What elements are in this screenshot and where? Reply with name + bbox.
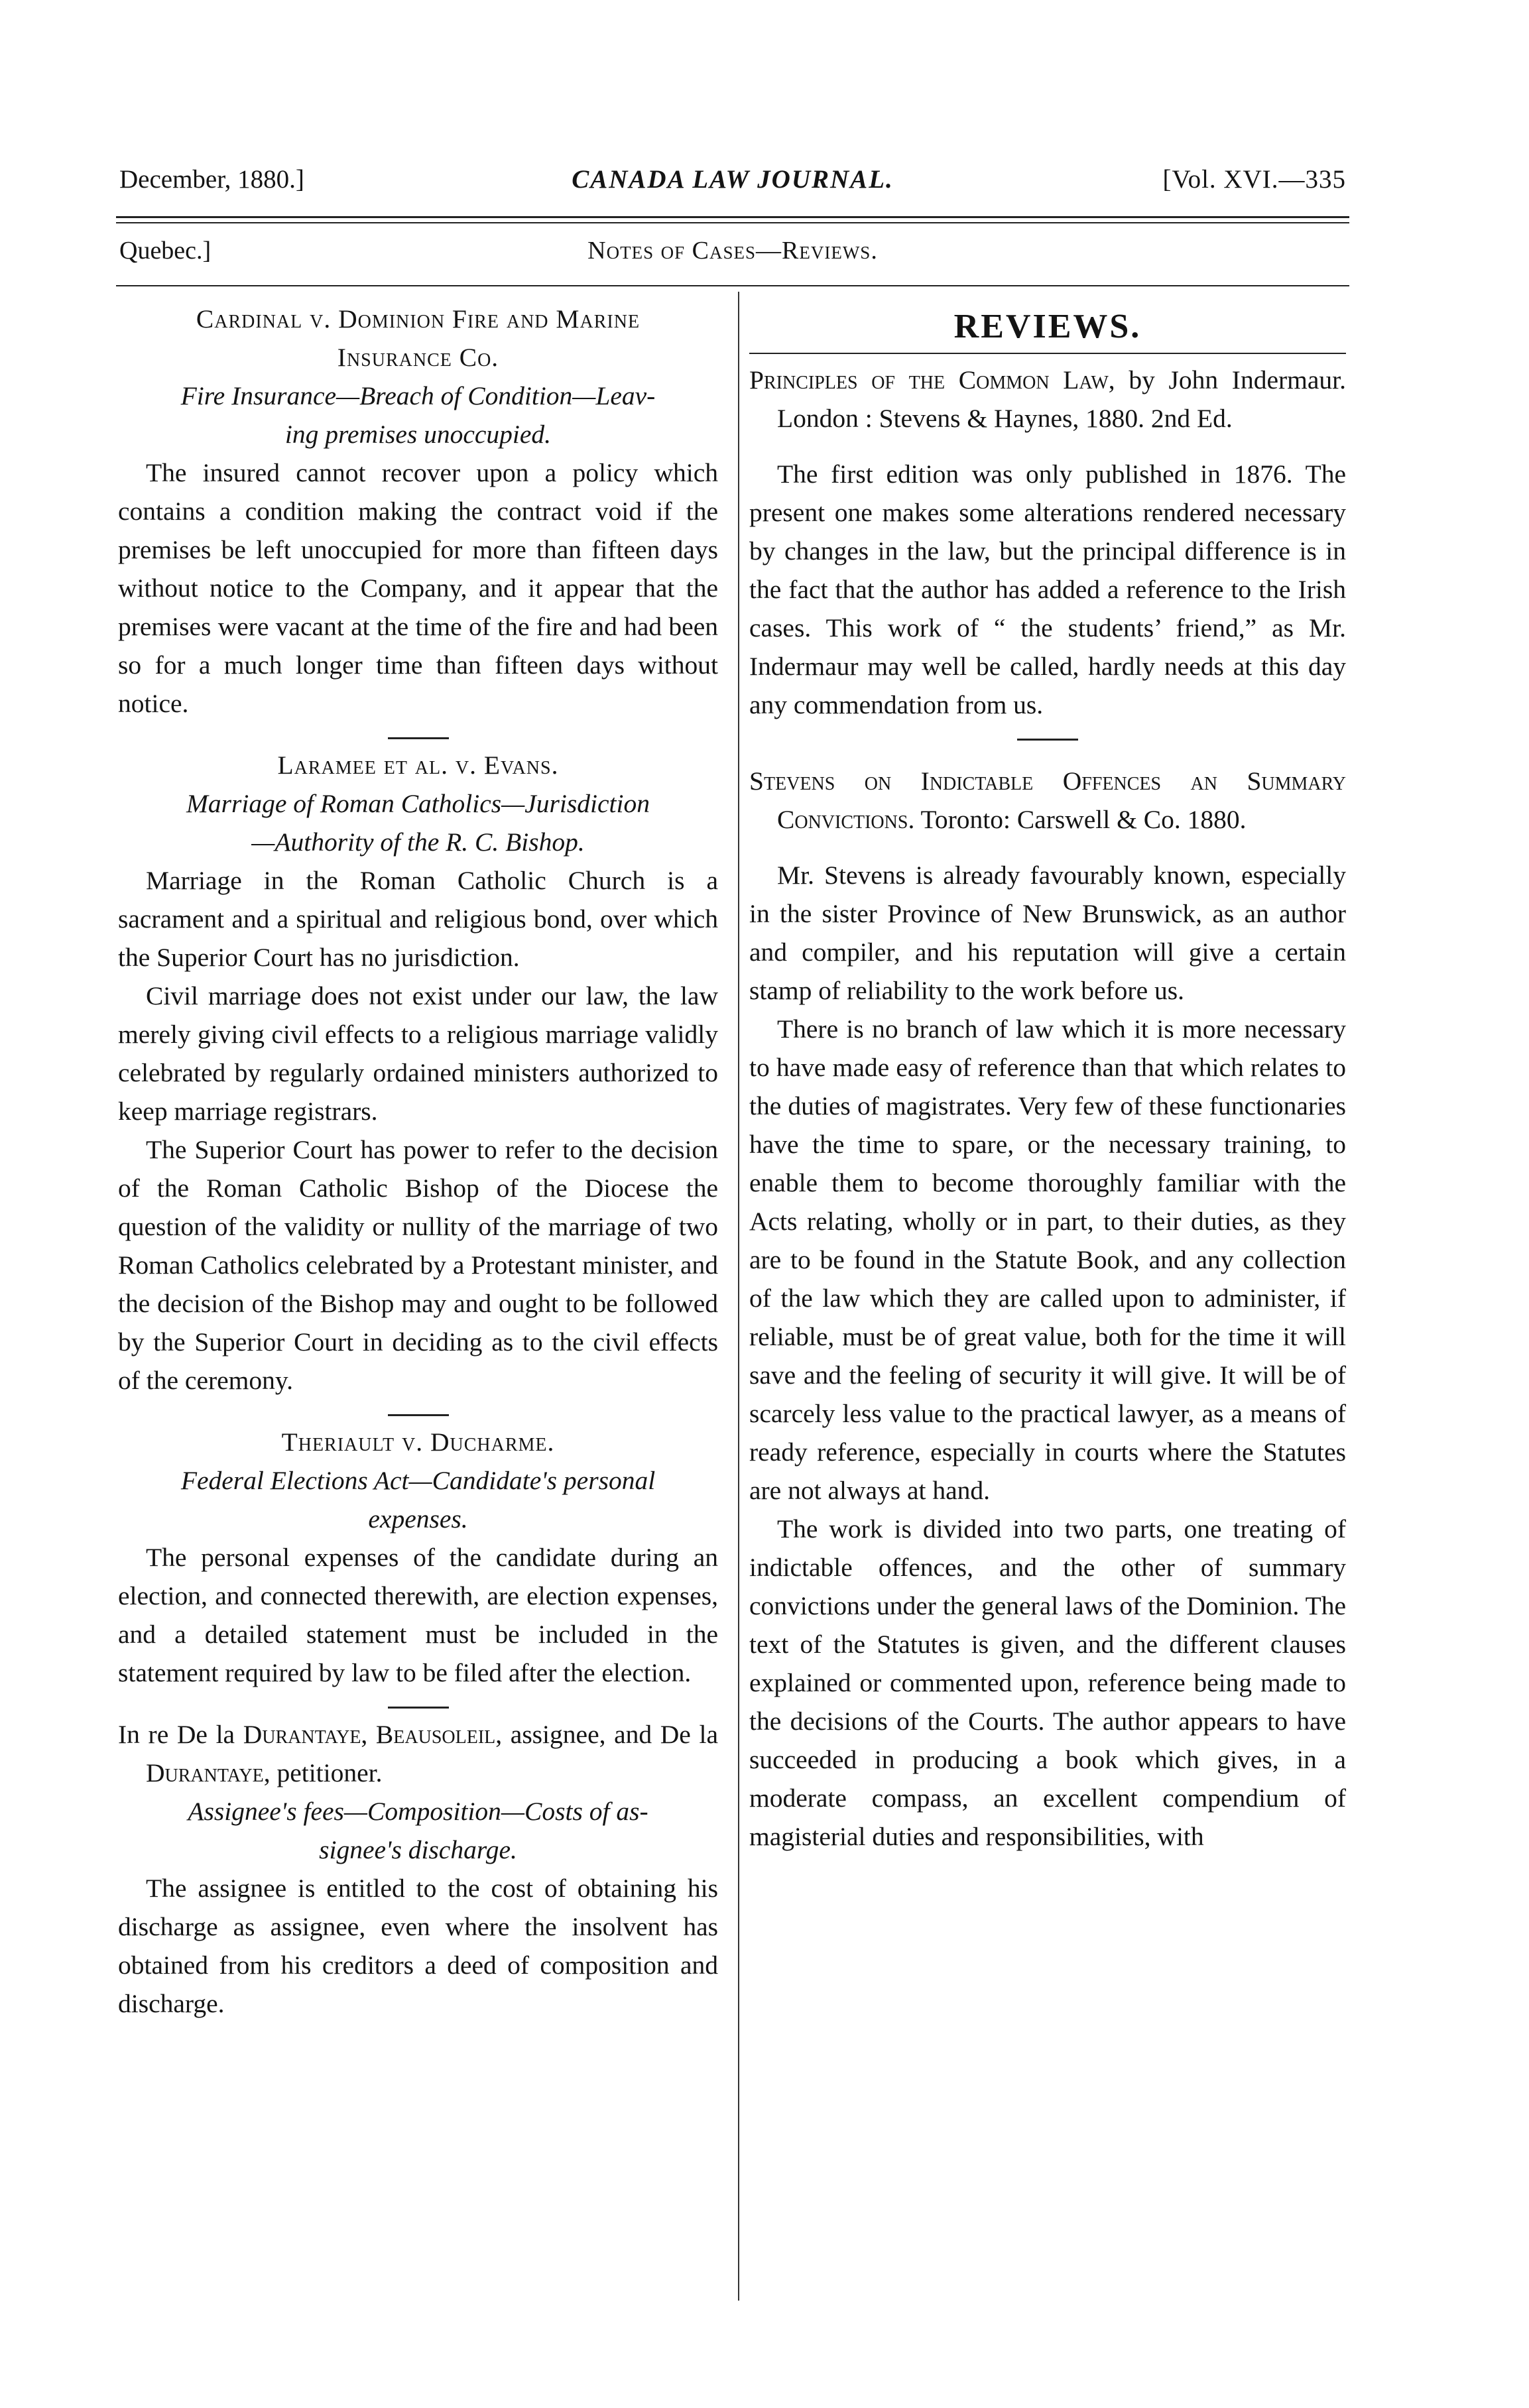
section-rule [116,285,1349,286]
case-title: Cardinal v. Dominion Fire and Marine [196,304,641,333]
separator-rule [388,737,449,739]
review-text: There is no branch of law which it is more necessary to have made easy of reference than that which relates to the duties of magistrates. Very few of these functionaries have the time to spare, or the necessary training, to enable them to become thoroughly familiar with the Acts relating, wholly or in part, to their duties, as they are to be found in the Statute Book, and any collection of the law which they are called upon to administer, if reliable, must be of great value, both for the time it will save and the feeling of security it will give. It will be of scarcely less value to the practical lawyer, as a means of ready reference, especially in courts where the Statutes are not always at hand. [749,1014,1346,1505]
case-title-party: Durantaye, [146,1758,271,1787]
reviews-heading: REVIEWS. [953,308,1142,345]
case-subject-cont: —Authority of the R. C. Bishop. [251,827,585,857]
spacer [749,747,1346,762]
case-subject-cont: expenses. [368,1504,468,1534]
case-subject: Fire Insurance—Breach of Condition—Leav- [180,381,656,410]
separator-rule [1017,739,1078,741]
case-subject-cont: signee's discharge. [319,1835,517,1864]
book-title: Stevens on Indictable Offences an Summary Convictions. [749,766,1346,834]
case-holding: Marriage in the Roman Catholic Church is a sacrament and a spiritual and religious bond, over which the Superior Court has no jurisdiction. [118,866,718,972]
case-title: Theriault v. Ducharme. [281,1427,555,1457]
header-double-rule [116,216,1349,223]
case-title: Laramee et al. v. Evans. [277,751,559,780]
review-text: The first edition was only published in 1876. The present one makes some alterations rendered necessary by changes in the law, but the principal difference is in the fact that the author has added a reference to the Irish cases. This work of “ the students’ friend,” as Mr. Indermaur may well be called, hardly needs at this day any commendation from us. [749,459,1346,719]
review-book-citation [749,762,1346,839]
header-journal-title: CANADA LAW JOURNAL. [572,165,894,194]
separator-rule [388,1414,449,1416]
case-subject: Marriage of Roman Catholics—Jurisdiction [186,789,650,818]
case-holding: The insured cannot recover upon a policy which contains a condition making the contract void if the premises be left unoccupied for more than fifteen days without notice to the Company, and it appear that the premises were vacant at the time of the fire and had been so for a much longer time than fifteen days without notice. [118,458,718,718]
section-header [119,236,1346,269]
review-text: Mr. Stevens is already favourably known, especially in the sister Province of New Brunswick, as an author and compiler, and his reputation will give a certain stamp of reliability to the work before us. [749,861,1346,1005]
header-date: December, 1880.] [119,165,304,194]
case-title [118,1715,718,1792]
case-subject: Assignee's fees—Composition—Costs of as- [188,1797,648,1826]
case-holding: Civil marriage does not exist under our law, the law merely giving civil effects to a religious marriage validly celebrated by regularly ordained ministers authorized to keep marriage registrars. [118,981,718,1126]
case-subject-cont: ing premises unoccupied. [284,420,552,449]
running-header [119,164,1346,204]
review-text: The work is divided into two parts, one treating of indictable offences, and the other of summary convictions under the general laws of the Dominion. The text of the Statutes is given, and the different clauses explained or commented upon, reference being made to the decisions of the Courts. The author appears to have succeeded in producing a book which gives, in a moderate compass, an excellent compendium of magisterial duties and responsibilities, with [749,1514,1346,1851]
case-title-party: Durantaye, Beausoleil, [243,1720,503,1749]
case-title-part: petitioner. [270,1758,383,1787]
case-subject: Federal Elections Act—Candidate's personal [180,1466,656,1495]
case-title-cont: Insurance Co. [337,343,499,372]
review-book-citation [749,361,1346,438]
left-column [118,300,718,2023]
column-divider [738,292,739,2301]
header-volume-page: [Vol. XVI.—335 [1162,165,1346,194]
case-holding: The assignee is entitled to the cost of obtaining his discharge as assignee, even where the insolvent has obtained from his creditors a deed of composition and discharge. [118,1874,718,2018]
province-label: Quebec.] [119,237,212,265]
separator-rule [388,1707,449,1709]
book-publication: Toronto: Carswell & Co. 1880. [914,805,1247,834]
book-title: Principles of the Common Law, [749,365,1115,394]
case-holding: The Superior Court has power to refer to the decision of the Roman Catholic Bishop of the Diocese the question of the validity or nullity of the marriage of two Roman Catholics celebrated by a Protestant minister, and the decision of the Bishop may and ought to be followed by the Superior Court in deciding as to the civil effects of the ceremony. [118,1135,718,1395]
book-publication: by John Indermaur. London : Stevens & Haynes, 1880. 2nd Ed. [777,365,1346,433]
case-holding: The personal expenses of the candidate during an election, and connected therewith, are election expenses, and a detailed statement must be included in the statement required by law to be filed after the election. [118,1543,718,1687]
section-title: Notes of Cases—Reviews. [587,237,878,265]
case-title-part: assignee, and De la [502,1720,718,1749]
right-column [749,300,1346,1856]
reviews-rule [749,353,1346,354]
case-title-part: In re De la [118,1720,243,1749]
